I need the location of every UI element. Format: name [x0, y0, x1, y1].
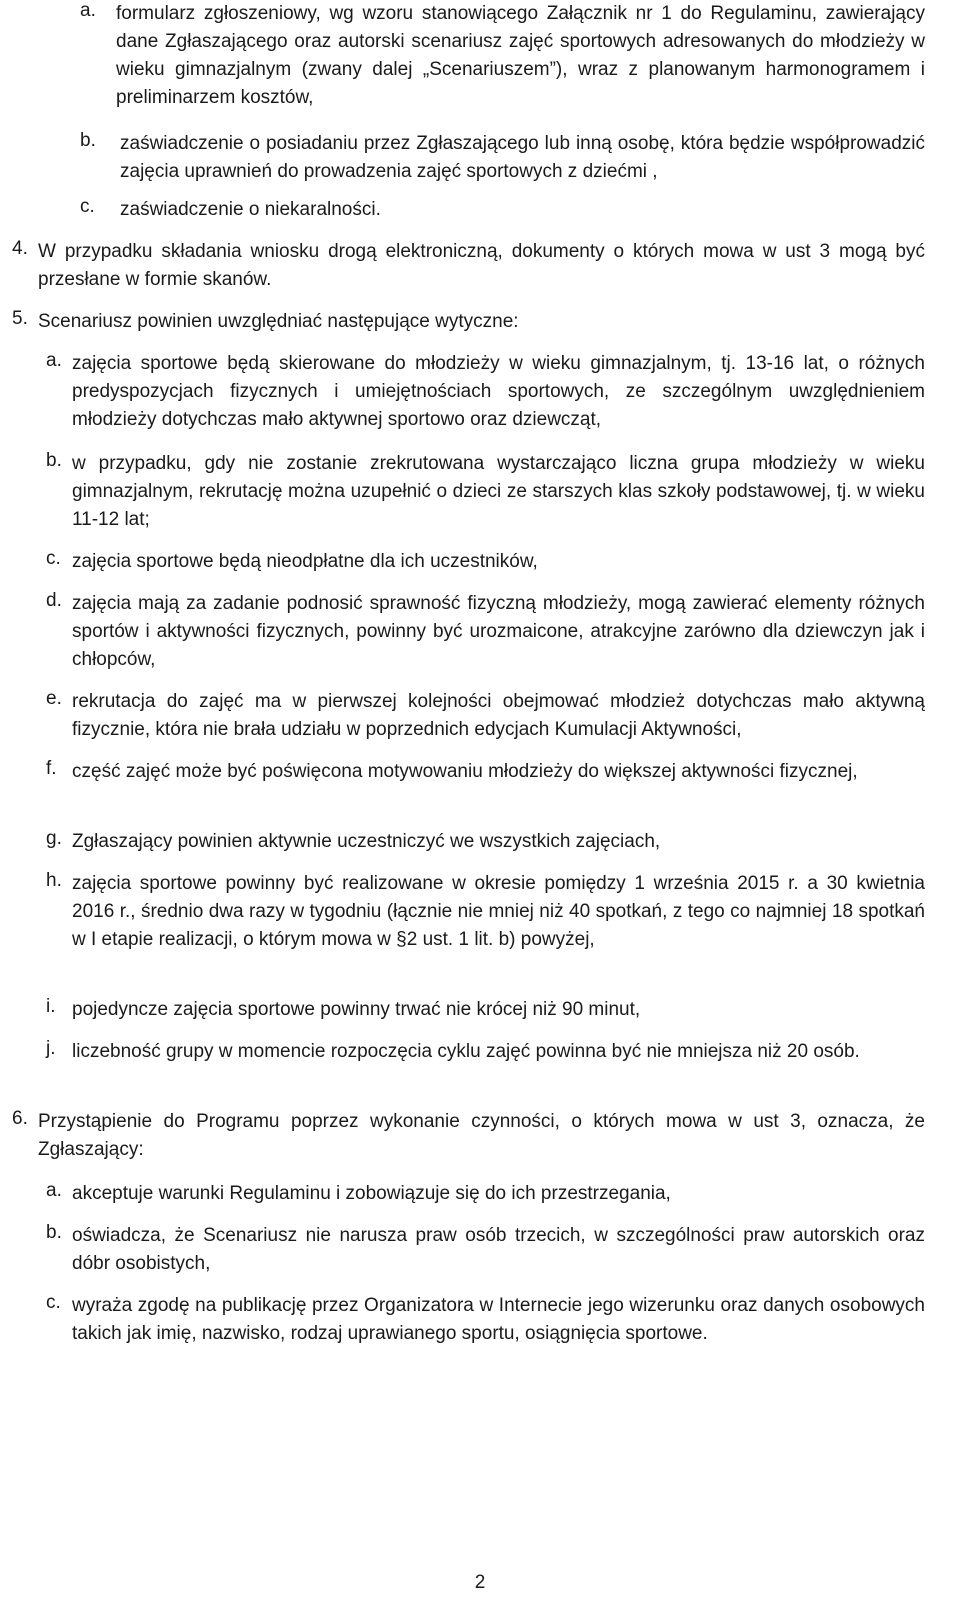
list-item	[46, 688, 925, 744]
list-item	[46, 1222, 925, 1278]
list-item-text: zajęcia mają za zadanie podnosić sprawność fizyczną młodzieży, mogą zawierać elementy różnych sportów i aktywności fizycznych, powinny być urozmaicone, atrakcyjne zarówno dla dziewczyn jak i chłopców,	[72, 593, 925, 670]
list-marker: f.	[46, 758, 57, 779]
list-item-text: rekrutacja do zajęć ma w pierwszej kolejności obejmować młodzież dotychczas mało aktywną fizycznie, która nie brała udziału w poprzednich edycjach Kumulacji Aktywności,	[72, 691, 925, 740]
list-item	[80, 196, 925, 224]
list-item-text: formularz zgłoszeniowy, wg wzoru stanowiącego Załącznik nr 1 do Regulaminu, zawierający dane Zgłaszającego oraz autorski scenariusz zajęć sportowych adresowanych do młodzieży w wieku gimnazjalnym (zwany dalej „Scenariuszem”), wraz z planowanym harmonogramem i preliminarzem kosztów,	[116, 3, 925, 108]
list-item-text: zaświadczenie o niekaralności.	[120, 199, 381, 220]
list-item-text: część zajęć może być poświęcona motywowaniu młodzieży do większej aktywności fizycznej,	[72, 761, 858, 782]
list-item	[46, 350, 925, 434]
list-marker: b.	[80, 130, 96, 151]
list-item	[46, 996, 925, 1024]
list-item	[46, 828, 925, 856]
list-marker: j.	[46, 1038, 56, 1059]
list-marker: c.	[46, 1292, 61, 1313]
point-text: Scenariusz powinien uwzględniać następujące wytyczne:	[38, 311, 519, 332]
numbered-point-5	[12, 308, 925, 336]
list-item-text: liczebność grupy w momencie rozpoczęcia cyklu zajęć powinna być nie mniejsza niż 20 osób.	[72, 1041, 860, 1062]
list-marker: g.	[46, 828, 62, 849]
list-item	[46, 590, 925, 674]
list-item	[46, 870, 925, 954]
list-item-text: wyraża zgodę na publikację przez Organizatora w Internecie jego wizerunku oraz danych osobowych takich jak imię, nazwisko, rodzaj uprawianego sportu, osiągnięcia sportowe.	[72, 1295, 925, 1344]
point-number: 5.	[12, 308, 28, 329]
list-item	[46, 548, 925, 576]
list-marker: e.	[46, 688, 62, 709]
list-item-text: Zgłaszający powinien aktywnie uczestniczyć we wszystkich zajęciach,	[72, 831, 661, 852]
numbered-point-6	[12, 1108, 925, 1164]
list-item	[46, 450, 925, 534]
list-item-text: zajęcia sportowe powinny być realizowane w okresie pomiędzy 1 września 2015 r. a 30 kwietnia 2016 r., średnio dwa razy w tygodniu (łącznie nie mniej niż 40 spotkań, z tego co najmniej 18 spotkań w I etapie realizacji, o którym mowa w §2 ust. 1 lit. b) powyżej,	[72, 873, 925, 950]
list-item-text: oświadcza, że Scenariusz nie narusza praw osób trzecich, w szczególności praw autorskich oraz dóbr osobistych,	[72, 1225, 925, 1274]
page-number: 2	[474, 1572, 486, 1593]
list-marker: b.	[46, 1222, 62, 1243]
list-item	[80, 130, 925, 186]
list-item-text: zajęcia sportowe będą nieodpłatne dla ich uczestników,	[72, 551, 538, 572]
list-marker: a.	[46, 350, 62, 371]
list-item	[46, 758, 925, 786]
list-item-text: w przypadku, gdy nie zostanie zrekrutowana wystarczająco liczna grupa młodzieży w wieku gimnazjalnym, rekrutację można uzupełnić o dzieci ze starszych klas szkoły podstawowej, tj. w wieku 11-12 lat;	[72, 453, 925, 530]
point-number: 4.	[12, 238, 28, 259]
point-text: W przypadku składania wniosku drogą elektroniczną, dokumenty o których mowa w ust 3 mogą być przesłane w formie skanów.	[38, 241, 925, 290]
list-marker: h.	[46, 870, 62, 891]
list-marker: a.	[46, 1180, 62, 1201]
list-item-text: zaświadczenie o posiadaniu przez Zgłaszającego lub inną osobę, która będzie współprowadzić zajęcia uprawnień do prowadzenia zajęć sportowych z dziećmi ,	[120, 133, 925, 182]
point-text: Przystąpienie do Programu poprzez wykonanie czynności, o których mowa w ust 3, oznacza, że Zgłaszający:	[38, 1111, 925, 1160]
list-marker: i.	[46, 996, 56, 1017]
list-item-text: pojedyncze zajęcia sportowe powinny trwać nie krócej niż 90 minut,	[72, 999, 641, 1020]
numbered-point-4	[12, 238, 925, 294]
list-item-text: zajęcia sportowe będą skierowane do młodzieży w wieku gimnazjalnym, tj. 13-16 lat, o różnych predyspozycjach fizycznych i umiejętnościach sportowych, ze szczególnym uwzględnieniem młodzieży dotychczas mało aktywnej sportowo oraz dziewcząt,	[72, 353, 925, 430]
list-marker: c.	[46, 548, 61, 569]
list-item	[46, 1180, 925, 1208]
list-marker: b.	[46, 450, 62, 471]
list-item	[80, 0, 925, 112]
list-marker: c.	[80, 196, 95, 217]
list-item-text: akceptuje warunki Regulaminu i zobowiązuje się do ich przestrzegania,	[72, 1183, 671, 1204]
list-item	[46, 1292, 925, 1348]
point-number: 6.	[12, 1108, 28, 1129]
list-marker: d.	[46, 590, 62, 611]
list-marker: a.	[80, 0, 96, 21]
list-item	[46, 1038, 925, 1066]
